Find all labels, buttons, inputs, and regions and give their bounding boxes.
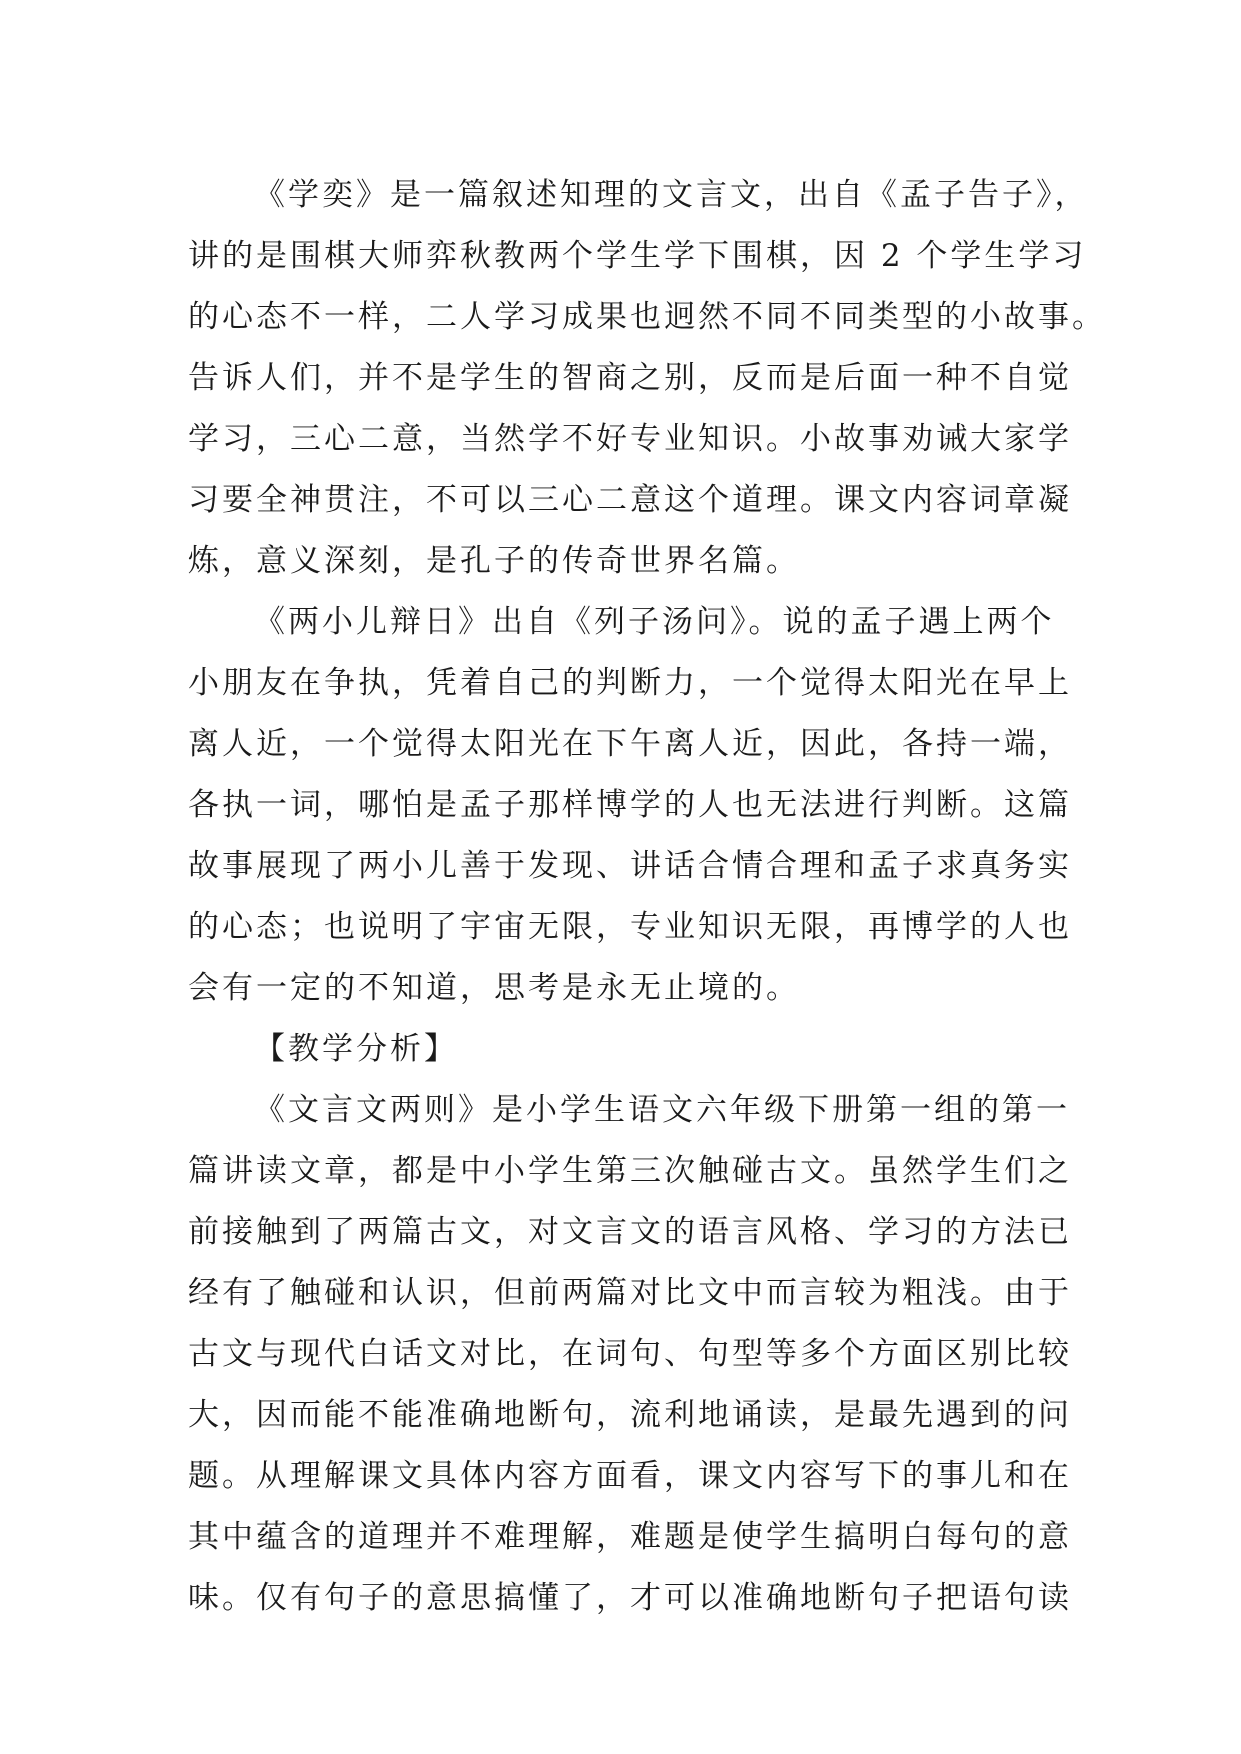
paragraph-line: 《学奕》是一篇叙述知理的文言文，出自《孟子告子》， <box>254 177 1089 213</box>
paragraph-line: 《两小儿辩日》出自《列子汤问》。说的孟子遇上两个 <box>254 604 1055 640</box>
paragraph-line: 故事展现了两小儿善于发现、讲话合情合理和孟子求真务实 <box>188 848 1072 884</box>
paragraph-line: 炼，意义深刻，是孔子的传奇世界名篇。 <box>188 543 800 579</box>
paragraph-line: 的心态不一样，二人学习成果也迥然不同不同类型的小故事。 <box>188 299 1106 335</box>
paragraph-line: 题。从理解课文具体内容方面看，课文内容写下的事儿和在 <box>188 1458 1072 1494</box>
paragraph-line: 古文与现代白话文对比，在词句、句型等多个方面区别比较 <box>188 1336 1072 1372</box>
paragraph-line: 习要全神贯注，不可以三心二意这个道理。课文内容词章凝 <box>188 482 1072 518</box>
section-heading: 【教学分析】 <box>254 1031 458 1067</box>
paragraph-line: 其中蕴含的道理并不难理解，难题是使学生搞明白每句的意 <box>188 1519 1072 1555</box>
paragraph-line: 离人近，一个觉得太阳光在下午离人近，因此，各持一端， <box>188 726 1072 762</box>
document-body <box>188 165 1106 1629</box>
paragraph-line: 小朋友在争执，凭着自己的判断力，一个觉得太阳光在早上 <box>188 665 1072 701</box>
paragraph-line: 的心态；也说明了宇宙无限，专业知识无限，再博学的人也 <box>188 909 1072 945</box>
paragraph-line: 篇讲读文章，都是中小学生第三次触碰古文。虽然学生们之 <box>188 1153 1072 1189</box>
paragraph-line: 经有了触碰和认识，但前两篇对比文中而言较为粗浅。由于 <box>188 1275 1072 1311</box>
paragraph-line: 味。仅有句子的意思搞懂了，才可以准确地断句子把语句读 <box>188 1580 1072 1616</box>
paragraph-line: 告诉人们，并不是学生的智商之别，反而是后面一种不自觉 <box>188 360 1072 396</box>
paragraph-line: 《文言文两则》是小学生语文六年级下册第一组的第一 <box>254 1092 1070 1128</box>
paragraph-line: 会有一定的不知道，思考是永无止境的。 <box>188 970 800 1006</box>
paragraph-line: 学习，三心二意，当然学不好专业知识。小故事劝诫大家学 <box>188 421 1072 457</box>
paragraph-line: 讲的是围棋大师弈秋教两个学生学下围棋，因 2 个学生学习 <box>188 238 1087 274</box>
paragraph-line: 前接触到了两篇古文，对文言文的语言风格、学习的方法已 <box>188 1214 1072 1250</box>
paragraph-line: 大，因而能不能准确地断句，流利地诵读，是最先遇到的问 <box>188 1397 1072 1433</box>
paragraph-line: 各执一词，哪怕是孟子那样博学的人也无法进行判断。这篇 <box>188 787 1072 823</box>
